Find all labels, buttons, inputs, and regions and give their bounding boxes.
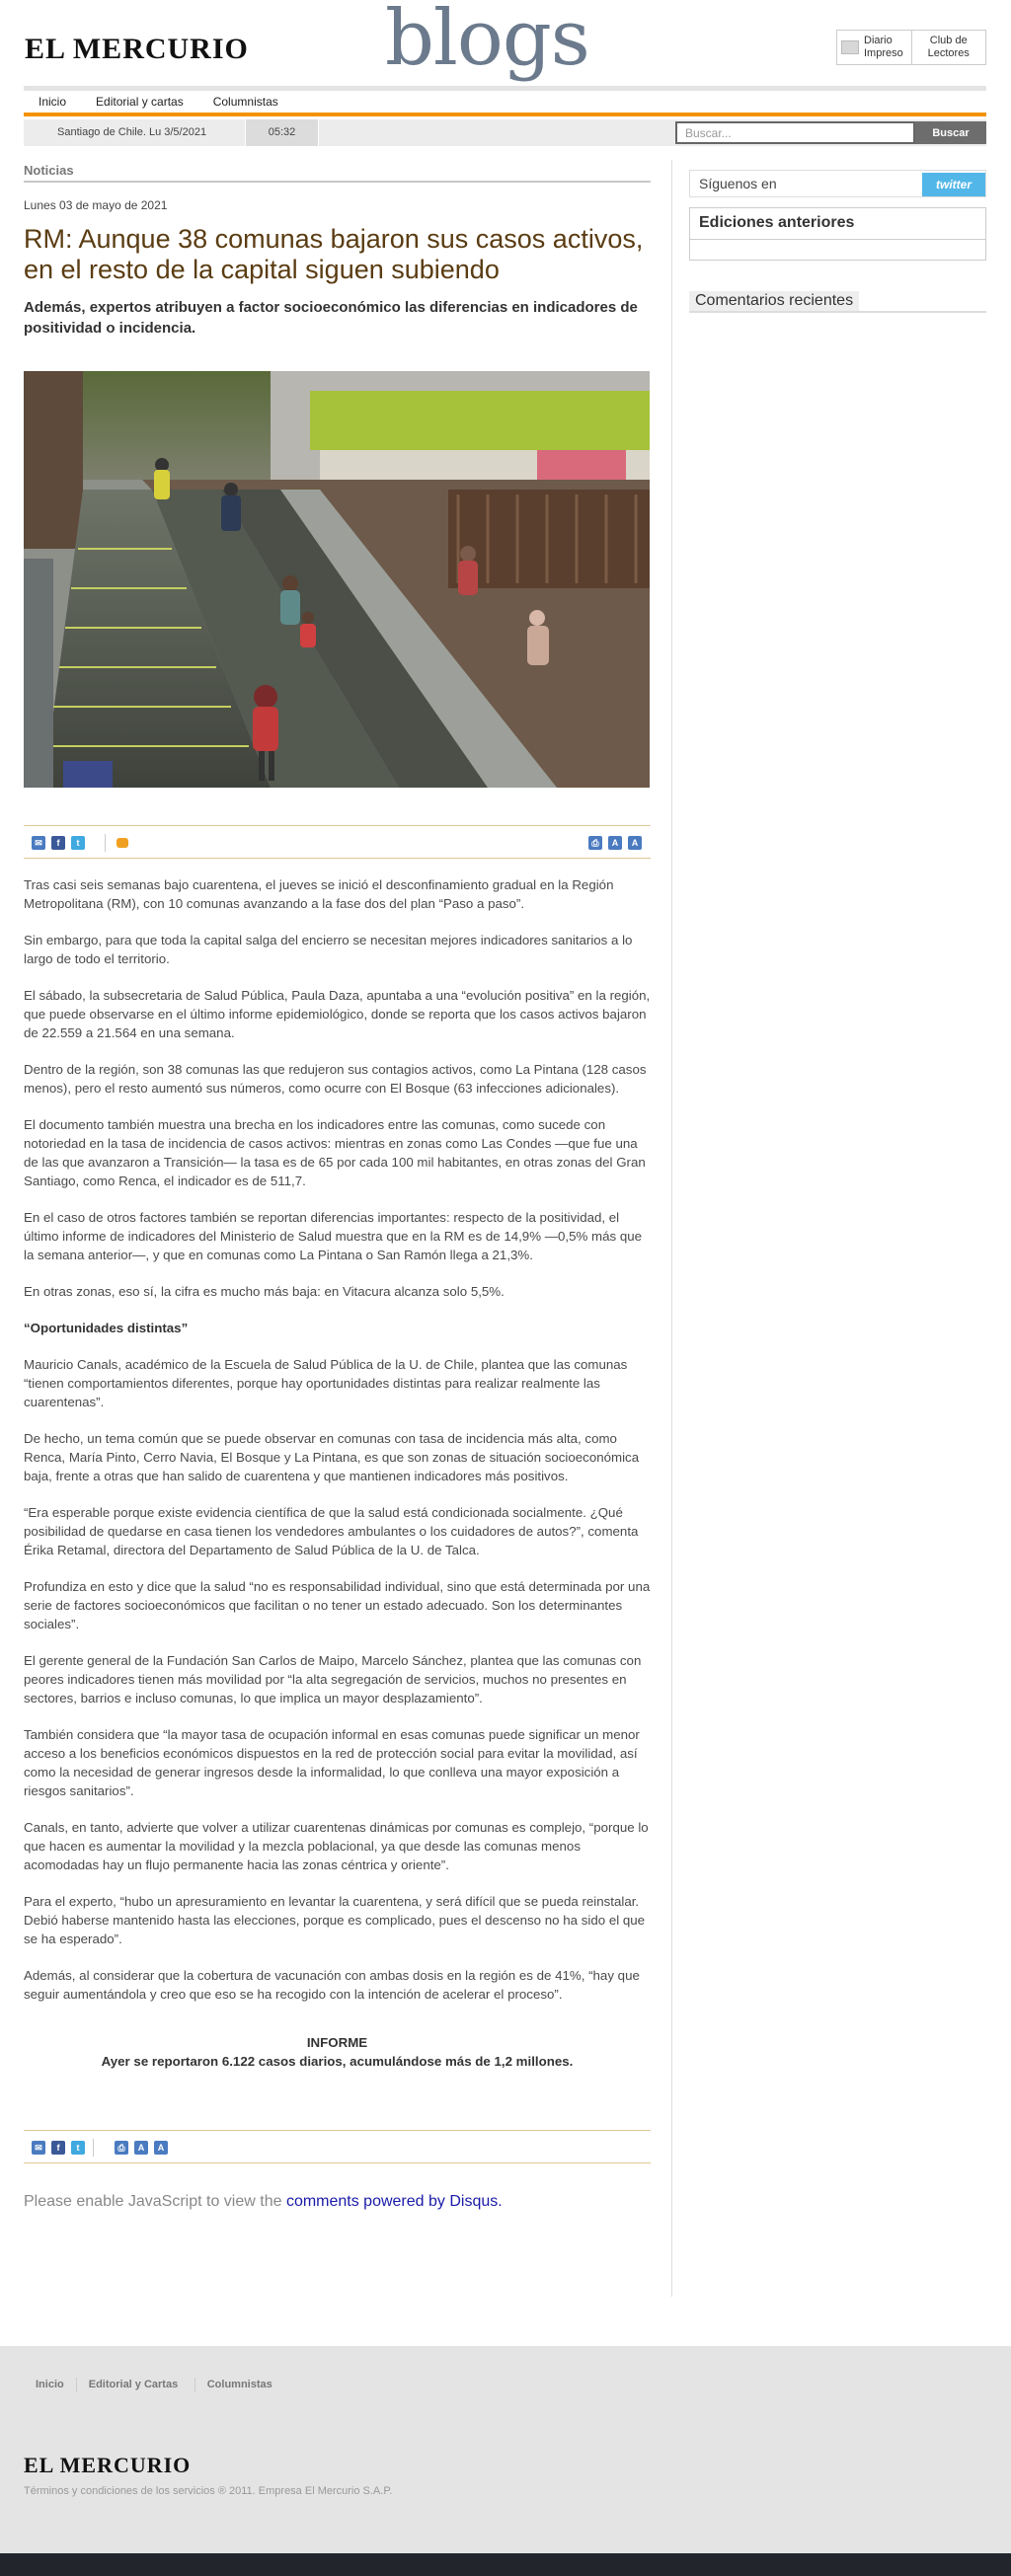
article-body [24,875,651,2004]
info-strip [24,119,986,146]
nav-inicio[interactable]: Inicio [39,95,67,109]
location-date: Santiago de Chile. Lu 3/5/2021 [57,126,207,138]
paragraph: El gerente general de la Fundación San Carlos de Maipo, Marcelo Sánchez, plantea que las comunas con peores indicadores tienen más movilidad por “la alta segregación de servicios, muchos no presentes en sectores, barrios e incluso comunas, lo que implica un mayor desplazamiento”. [24,1653,642,1705]
search-button[interactable]: Buscar [915,121,986,144]
site-footer [0,2346,1011,2553]
paragraph: “Era esperable porque existe evidencia científica de que la salud está condicionada socialmente. ¿Qué posibilidad de quedarse en casa tienen los vendedores ambulantes o los cuidadores de autos?”, comenta Érika Retamal, directora del Departamento de Salud Pública de la U. de Talca. [24,1505,639,1557]
facebook-icon[interactable]: f [51,2141,65,2155]
sidebar [689,170,986,313]
print-icon[interactable]: ⎙ [115,2141,128,2155]
main-nav [24,91,986,113]
footer-logo[interactable]: EL MERCURIO [24,2453,192,2477]
paragraph: Dentro de la región, son 38 comunas las que redujeron sus contagios activos, como La Pintana (128 casos menos), pero el resto aumentó sus números, como ocurre con El Bosque (63 infecciones adicionales). [24,1062,647,1096]
email-icon[interactable]: ✉ [32,836,45,850]
current-time: 05:32 [246,119,318,146]
twitter-icon[interactable]: t [71,2141,85,2155]
paragraph: Sin embargo, para que toda la capital salga del encierro se necesitan mejores indicadores sanitarios a lo largo de todo el territorio. [24,933,633,966]
nav-accent-bar [24,113,986,116]
paragraph: El sábado, la subsecretaria de Salud Pública, Paula Daza, apuntaba a una “evolución positiva” en la región, que puede observarse en el último informe epidemiológico, donde se reporta que los casos activos bajaron de 22.559 a 21.564 en una semana. [24,988,651,1040]
editions-title: Ediciones anteriores [690,208,985,240]
font-smaller-icon[interactable]: A [608,836,622,850]
paragraph: Profundiza en esto y dice que la salud “no es responsabilidad individual, sino que está determinada por una serie de factores socioeconómicos que facilitan o no tener un estado adecuado. Son los determinantes sociales”. [24,1579,651,1631]
font-larger-icon[interactable]: A [628,836,642,850]
diario-impreso-label: Diario Impreso [864,35,903,59]
nav-editorial[interactable]: Editorial y cartas [96,95,184,109]
nav-columnistas[interactable]: Columnistas [212,95,278,109]
disqus-text: Please enable JavaScript to view the [24,2193,286,2210]
footer-nav-inicio[interactable]: Inicio [36,2379,64,2390]
follow-label: Síguenos en [699,176,777,191]
disqus-notice [24,2193,651,2211]
paragraph: Tras casi seis semanas bajo cuarentena, el jueves se inició el desconfinamiento gradual en la Región Metropolitana (RM), con 10 comunas avanzando a la fase dos del plan “Paso a paso”. [24,877,614,911]
footer-copyright: Términos y condiciones de los servicios ® 2011. Empresa El Mercurio S.A.P. [24,2485,393,2497]
footer-bottom-bar [0,2553,1011,2576]
paragraph: También considera que “la mayor tasa de ocupación informal en esas comunas puede significar un menor acceso a los beneficios económicos dispuestos en la red de protección social para evitar la movilidad, así como la necesidad de generar ingresos desde la informalidad, lo que conlleva una mayor exposición a riesgos sanitarios”. [24,1727,640,1798]
font-smaller-icon[interactable]: A [134,2141,148,2155]
paragraph: Canals, en tanto, advierte que volver a utilizar cuarentenas dinámicas por comunas es complejo, “porque lo que hacen es aumentar la movilidad y la mezcla poblacional, ya que desde las comunas menos acomodadas hay un flujo permanente hacia las zonas céntrica y oriente”. [24,1820,649,1872]
article-lead: Además, expertos atribuyen a factor socioeconómico las diferencias en indicadores de positividad o incidencia. [24,299,638,337]
site-header [0,0,1011,91]
club-lectores-link[interactable] [911,31,986,64]
escalator-photo-image [24,371,650,788]
paragraph: Mauricio Canals, académico de la Escuela de Salud Pública de la U. de Chile, plantea que las comunas “tienen comportamientos diferentes, porque hay oportunidades distintas para realizar realmente las cuarentenas”. [24,1357,628,1409]
email-icon[interactable]: ✉ [32,2141,45,2155]
comment-icon[interactable] [117,838,128,848]
section-label: Noticias [24,163,651,183]
search-input[interactable] [675,121,915,144]
informe-text: Ayer se reportaron 6.122 casos diarios, acumulándose más de 1,2 millones. [101,2054,574,2069]
header-links [836,30,986,65]
editions-box [689,207,986,261]
share-bar-top [24,825,651,859]
paragraph: Para el experto, “hubo un apresuramiento en levantar la cuarentena, y será difícil que se pueda reinstalar. Debió haberse mantenido hasta las elecciones, porque es complicado, pues el descenso no ha sido el que se ha esperado”. [24,1894,646,1946]
paragraph: De hecho, un tema común que se puede observar en comunas con tasa de incidencia más alta, como Renca, María Pinto, Cerro Navia, El Bosque y La Pintana, es que son zonas de situación socioeconómica baja, frente a otras que han salido de cuarentena y que mantienen indicadores más positivos. [24,1431,640,1483]
newspaper-icon [841,40,859,54]
recent-comments-title: Comentarios recientes [689,291,859,311]
article-date: Lunes 03 de mayo de 2021 [24,198,168,212]
twitter-icon[interactable]: t [71,836,85,850]
footer-nav-columnistas[interactable]: Columnistas [194,2378,284,2392]
blogs-logo[interactable]: blogs [385,0,589,83]
share-bar-bottom [24,2130,651,2163]
facebook-icon[interactable]: f [51,836,65,850]
article-photo [24,371,650,788]
print-icon[interactable]: ⎙ [588,836,602,850]
article-subheading: “Oportunidades distintas” [24,1321,189,1335]
article [24,163,651,2211]
article-title: RM: Aunque 38 comunas bajaron sus casos activos, en el resto de la capital siguen subiendo [24,224,644,284]
font-larger-icon[interactable]: A [154,2141,168,2155]
twitter-follow-button[interactable]: twitter [922,173,985,196]
paragraph: En el caso de otros factores también se reportan diferencias importantes: respecto de la positividad, el último informe de indicadores del Ministerio de Salud muestra que en la RM es de 14,9% —0,5% más que la semana anterior—, y que en comunas como La Pintana o San Ramón llega a 21,3%. [24,1210,643,1262]
follow-box [689,170,986,197]
footer-nav [24,2378,284,2392]
paragraph: El documento también muestra una brecha en los indicadores entre las comunas, como sucede con notoriedad en la tasa de incidencia de casos activos: mientras en zonas como Las Condes —que fue una de las que avanzaron a Transición— la tasa es de 65 por cada 100 mil habitantes, en otras zonas del Gran Santiago, como Renca, el indicador es de 511,7. [24,1117,646,1188]
disqus-link[interactable]: comments powered by Disqus. [285,2193,503,2210]
footer-nav-editorial[interactable]: Editorial y Cartas [76,2378,194,2392]
informe-title: INFORME [306,2035,368,2050]
el-mercurio-logo[interactable]: EL MERCURIO [25,33,249,65]
recent-comments [689,291,986,313]
paragraph: En otras zonas, eso sí, la cifra es mucho más baja: en Vitacura alcanza solo 5,5%. [24,1284,505,1299]
club-lectores-label: Club de Lectores [927,35,970,59]
paragraph: Además, al considerar que la cobertura de vacunación con ambas dosis en la región es de 41%, “hay que seguir aumentándola y creo que eso se ha recogido con la intención de acelerar el proceso”. [24,1968,640,2002]
diario-impreso-link[interactable] [837,31,911,64]
column-divider [671,160,672,2297]
informe-box [24,2033,651,2071]
